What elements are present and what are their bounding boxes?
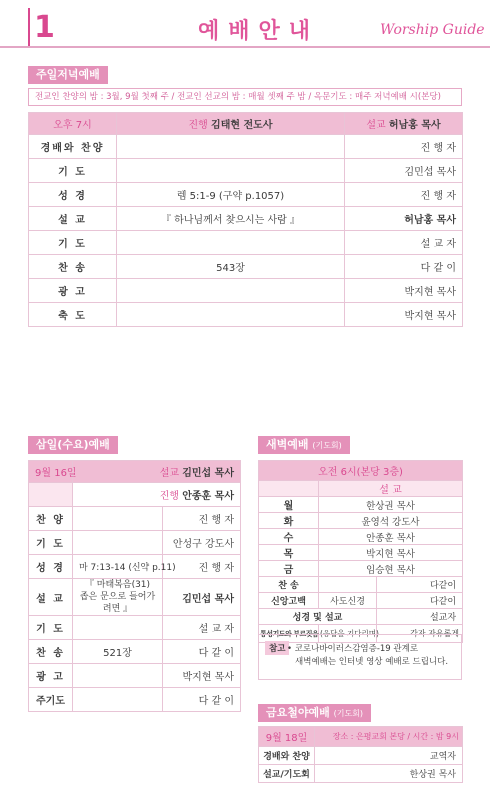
row-content: 521장 bbox=[73, 640, 163, 664]
row-label: 성 경 bbox=[29, 183, 117, 207]
dawn-day-row bbox=[259, 513, 463, 529]
row-content bbox=[117, 159, 345, 183]
row-content bbox=[117, 135, 345, 159]
preacher-label: 설교 bbox=[366, 120, 386, 131]
row-label: 기 도 bbox=[29, 616, 73, 640]
page-subtitle: Worship Guide bbox=[380, 22, 485, 38]
row-label: 성 경 bbox=[29, 555, 73, 579]
friday-table bbox=[258, 726, 463, 783]
note-label: 참고 bbox=[265, 641, 289, 655]
row-person: 박지현 목사 bbox=[345, 303, 463, 327]
row-person: 허남홍 목사 bbox=[345, 207, 463, 231]
extra-label: 성경 및 설교 bbox=[259, 609, 377, 625]
dawn-day-row bbox=[259, 545, 463, 561]
wednesday-table bbox=[28, 460, 241, 712]
row-content bbox=[73, 531, 163, 555]
table-row bbox=[29, 183, 463, 207]
extra-person: 설교자 bbox=[377, 609, 463, 625]
row-content: 마 7:13-14 (신약 p.11) bbox=[73, 555, 163, 579]
friday-tag-small: (기도회) bbox=[333, 709, 364, 718]
table-row bbox=[29, 640, 241, 664]
sunday-time: 오후 7시 bbox=[29, 113, 117, 135]
wednesday-header-row bbox=[29, 461, 241, 483]
row-person: 한상권 목사 bbox=[315, 765, 463, 783]
table-row bbox=[29, 688, 241, 712]
row-person: 김민섭 목사 bbox=[345, 159, 463, 183]
table-row bbox=[29, 579, 241, 616]
dawn-extra-row bbox=[259, 577, 463, 593]
extra-person: 각자 자유롭게 bbox=[377, 625, 463, 643]
day-label: 수 bbox=[259, 529, 319, 545]
dawn-extra-row bbox=[259, 609, 463, 625]
friday-header-row bbox=[259, 727, 463, 747]
row-content bbox=[117, 231, 345, 255]
wednesday-leader-cell bbox=[73, 483, 241, 507]
dawn-table bbox=[258, 460, 463, 643]
dawn-day-row bbox=[259, 497, 463, 513]
dawn-tag-label: 새벽예배 bbox=[266, 438, 309, 451]
friday-section-tag bbox=[258, 704, 371, 722]
wednesday-leader-row bbox=[29, 483, 241, 507]
row-content: 렘 5:1-9 (구약 p.1057) bbox=[117, 183, 345, 207]
row-content bbox=[117, 279, 345, 303]
empty-cell bbox=[29, 483, 73, 507]
table-row bbox=[29, 279, 463, 303]
row-person: 다 같 이 bbox=[163, 640, 241, 664]
header-rule bbox=[0, 46, 490, 48]
row-person: 진 행 자 bbox=[345, 135, 463, 159]
header-divider bbox=[28, 8, 30, 48]
dawn-time-row bbox=[259, 461, 463, 481]
dawn-day-row bbox=[259, 561, 463, 577]
table-row bbox=[29, 664, 241, 688]
friday-place: 장소 : 은평교회 본당 / 시간 : 밤 9시 bbox=[315, 727, 463, 747]
table-row bbox=[29, 135, 463, 159]
row-person: 진 행 자 bbox=[163, 507, 241, 531]
extra-content: 사도신경 bbox=[319, 593, 377, 609]
dawn-time: 오전 6시(본당 3층) bbox=[259, 461, 463, 481]
table-row bbox=[29, 303, 463, 327]
leader-label: 진행 bbox=[159, 491, 180, 502]
row-label: 설교/기도회 bbox=[259, 765, 315, 783]
day-preacher: 안종훈 목사 bbox=[319, 529, 463, 545]
table-row bbox=[29, 531, 241, 555]
sunday-leader-cell bbox=[117, 113, 345, 135]
row-person: 다 같 이 bbox=[345, 255, 463, 279]
dawn-note-box bbox=[258, 634, 462, 680]
row-content bbox=[73, 664, 163, 688]
day-preacher: 박지현 목사 bbox=[319, 545, 463, 561]
extra-content: (응답을 기다리며) bbox=[319, 625, 377, 643]
friday-tag-label: 금요철야예배 bbox=[266, 706, 330, 719]
extra-person: 다같이 bbox=[377, 593, 463, 609]
row-person: 안성구 강도사 bbox=[163, 531, 241, 555]
row-label: 찬 송 bbox=[29, 255, 117, 279]
row-content bbox=[73, 507, 163, 531]
row-content bbox=[73, 688, 163, 712]
leader-name: 안종훈 목사 bbox=[182, 491, 234, 502]
extra-content bbox=[319, 577, 377, 593]
day-preacher: 한상권 목사 bbox=[319, 497, 463, 513]
row-person: 다 같 이 bbox=[163, 688, 241, 712]
table-row bbox=[29, 255, 463, 279]
wednesday-preacher-cell bbox=[73, 461, 241, 483]
row-content: 『 마태복음(31) 좁은 문으로 들어가려면 』 bbox=[73, 579, 163, 616]
table-row bbox=[29, 159, 463, 183]
row-label: 경배와 찬양 bbox=[29, 135, 117, 159]
table-row bbox=[29, 616, 241, 640]
preacher-label: 설교 bbox=[159, 468, 180, 479]
table-row bbox=[29, 207, 463, 231]
extra-label: 신앙고백 bbox=[259, 593, 319, 609]
row-person: 박지현 목사 bbox=[345, 279, 463, 303]
sunday-preacher-cell bbox=[345, 113, 463, 135]
friday-date: 9월 18일 bbox=[259, 727, 315, 747]
row-label: 찬 양 bbox=[29, 507, 73, 531]
dawn-day-row bbox=[259, 529, 463, 545]
leader-label: 진행 bbox=[188, 120, 208, 131]
empty-cell bbox=[259, 481, 319, 497]
extra-person: 다같이 bbox=[377, 577, 463, 593]
page-title: 예배안내 bbox=[198, 19, 320, 44]
day-label: 화 bbox=[259, 513, 319, 529]
note-line: 새벽예배는 인터넷 영상 예배로 드립니다. bbox=[295, 657, 449, 667]
row-label: 설 교 bbox=[29, 579, 73, 616]
day-preacher: 윤영석 강도사 bbox=[319, 513, 463, 529]
day-label: 금 bbox=[259, 561, 319, 577]
row-content: 543장 bbox=[117, 255, 345, 279]
row-label: 경배와 찬양 bbox=[259, 747, 315, 765]
day-preacher: 임승현 목사 bbox=[319, 561, 463, 577]
table-row bbox=[29, 231, 463, 255]
leader-name: 김태현 전도사 bbox=[211, 120, 273, 131]
preacher-name: 김민섭 목사 bbox=[182, 468, 234, 479]
sunday-section-tag: 주일저녁예배 bbox=[28, 66, 108, 84]
dawn-subhead-row bbox=[259, 481, 463, 497]
table-row bbox=[29, 507, 241, 531]
sunday-table bbox=[28, 112, 463, 327]
row-person: 진 행 자 bbox=[345, 183, 463, 207]
table-row bbox=[29, 555, 241, 579]
wednesday-section-tag: 삼일(수요)예배 bbox=[28, 436, 118, 454]
dawn-section-tag bbox=[258, 436, 350, 454]
note-text bbox=[287, 643, 448, 669]
row-label: 기 도 bbox=[29, 231, 117, 255]
row-label: 기 도 bbox=[29, 159, 117, 183]
row-person: 설 교 자 bbox=[163, 616, 241, 640]
row-label: 주기도 bbox=[29, 688, 73, 712]
row-content: 『 하나님께서 찾으시는 사람 』 bbox=[117, 207, 345, 231]
row-label: 광 고 bbox=[29, 664, 73, 688]
dawn-tag-small: (기도회) bbox=[312, 441, 342, 450]
extra-label: 통성기도와 부르짖음 bbox=[259, 625, 319, 643]
row-label: 설 교 bbox=[29, 207, 117, 231]
wednesday-date: 9월 16일 bbox=[29, 461, 73, 483]
dawn-extra-row bbox=[259, 593, 463, 609]
friday-row bbox=[259, 765, 463, 783]
day-label: 목 bbox=[259, 545, 319, 561]
row-label: 기 도 bbox=[29, 531, 73, 555]
row-content bbox=[73, 616, 163, 640]
dawn-preacher-header: 설 교 bbox=[319, 481, 463, 497]
row-content bbox=[117, 303, 345, 327]
extra-label: 찬 송 bbox=[259, 577, 319, 593]
row-person: 교역자 bbox=[315, 747, 463, 765]
row-label: 찬 송 bbox=[29, 640, 73, 664]
preacher-name: 허남홍 목사 bbox=[388, 120, 441, 131]
page-header bbox=[0, 0, 490, 52]
friday-row bbox=[259, 747, 463, 765]
row-person: 박지현 목사 bbox=[163, 664, 241, 688]
row-person: 김민섭 목사 bbox=[163, 579, 241, 616]
row-label: 광 고 bbox=[29, 279, 117, 303]
row-person: 설 교 자 bbox=[345, 231, 463, 255]
row-label: 축 도 bbox=[29, 303, 117, 327]
sunday-header-row bbox=[29, 113, 463, 135]
note-line: • 코로나바이러스감염증-19 관계로 bbox=[287, 644, 419, 654]
day-label: 월 bbox=[259, 497, 319, 513]
sunday-note: 전교인 찬양의 밤 : 3월, 9월 첫째 주 / 전교인 선교의 밤 : 매월 셋째 주 밤 / 옥문기도 : 매주 저녁예배 시(본당) bbox=[28, 88, 462, 106]
page-number: 1 bbox=[34, 10, 55, 45]
row-person: 진 행 자 bbox=[163, 555, 241, 579]
